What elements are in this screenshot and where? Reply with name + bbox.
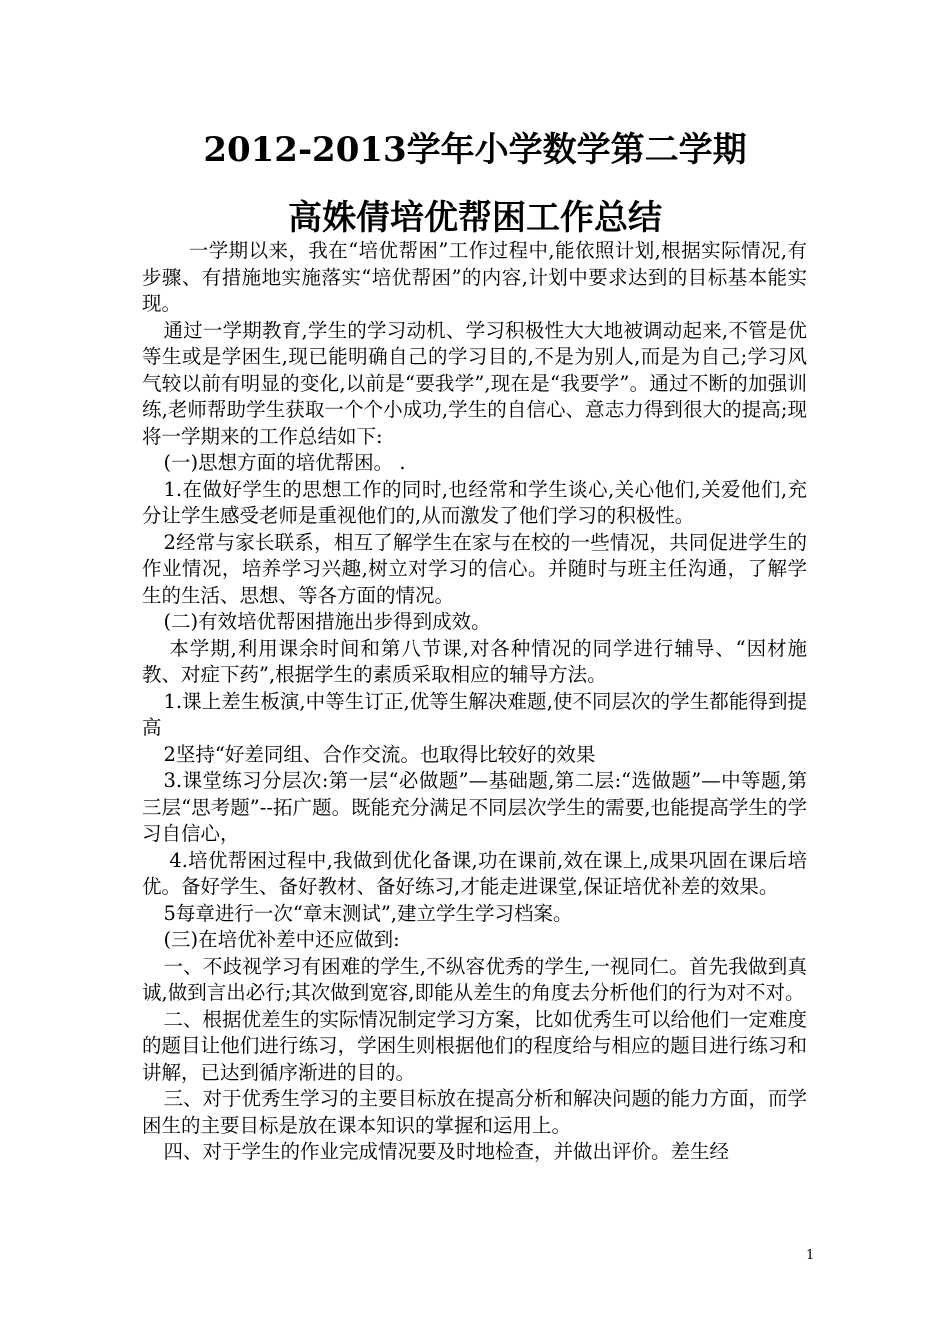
paragraph: 5每章进行一次“章末测试”,建立学生学习档案。	[163, 901, 573, 925]
paragraph: 本学期,利用课余时间和第八节课,对各种情况的同学进行辅导、“因材施教、对症下药”,根据学生的素质采取相应的辅导方法。	[142, 636, 807, 686]
paragraph: 1.在做好学生的思想工作的同时,也经常和学生谈心,关心他们,关爱他们,充分让学生感受老师是重视他们的,从而激发了他们学习的积极性。	[142, 477, 807, 527]
paragraph: 2坚持“好差同组、合作交流。也取得比较好的效果	[163, 742, 596, 766]
section-heading-1: (一)思想方面的培优帮困。 .	[163, 451, 406, 474]
paragraph: 三、对于优秀生学习的主要目标放在提高分析和解决问题的能力方面，而学困生的主要目标是放在课本知识的掌握和运用上。	[142, 1087, 807, 1137]
paragraph: 1.课上差生板演,中等生订正,优等生解决难题,使不同层次的学生都能得到提高	[142, 689, 807, 739]
paragraph-intro: 一学期以来，我在“培优帮困”工作过程中,能依照计划,根据实际情况,有步骤、有措施地实施落实“培优帮困”的内容,计划中要求达到的目标基本能实现。	[142, 239, 807, 315]
document-title-line1: 2012-2013学年小学数学第二学期	[203, 130, 747, 170]
paragraph: 通过一学期教育,学生的学习动机、学习积极性大大地被调动起来,不管是优等生或是学困生,现已能明确自己的学习目的,不是为别人,而是为自己;学习风气较以前有明显的变化,以前是“要我学”,现在是“我要学”。通过不断的加强训练,老师帮助学生获取一个个小成功,学生的自信心、意志力得到很大的提高;现将一学期来的工作总结如下:	[142, 318, 807, 448]
paragraph: 一、不歧视学习有困难的学生,不纵容优秀的学生,一视同仁。首先我做到真诚,做到言出必行;其次做到宽容,即能从差生的角度去分析他们的行为对不对。	[142, 954, 807, 1004]
paragraph: 二、根据优差生的实际情况制定学习方案，比如优秀生可以给他们一定难度的题目让他们进行练习，学困生则根据他们的程度给与相应的题目进行练习和讲解，已达到循序渐进的目的。	[142, 1007, 807, 1084]
paragraph: 3.课堂练习分层次:第一层“必做题”—基础题,第二层:“选做题”—中等题,第三层“思考题”--拓广题。既能充分满足不同层次学生的需要,也能提高学生的学习自信心，	[142, 769, 807, 845]
paragraph: 2经常与家长联系，相互了解学生在家与在校的一些情况，共同促进学生的作业情况，培养学习兴趣,树立对学习的信心。并随时与班主任沟通，了解学生的生活、思想、等各方面的情况。	[142, 530, 807, 607]
document-title-line2: 高姝倩培优帮困工作总结	[288, 198, 662, 238]
document-body	[142, 238, 807, 1166]
page-number: 1	[806, 1248, 815, 1263]
section-heading-3: (三)在培优补差中还应做到:	[163, 928, 400, 951]
paragraph: 4.培优帮困过程中,我做到优化备课,功在课前,效在课上,成果巩固在课后培优。备好学生、备好教材、备好练习,才能走进课堂,保证培优补差的效果。	[142, 848, 807, 898]
paragraph: 四、对于学生的作业完成情况要及时地检查，并做出评价。差生经	[163, 1140, 729, 1163]
section-heading-2: (二)有效培优帮困措施出步得到成效。	[163, 610, 491, 633]
